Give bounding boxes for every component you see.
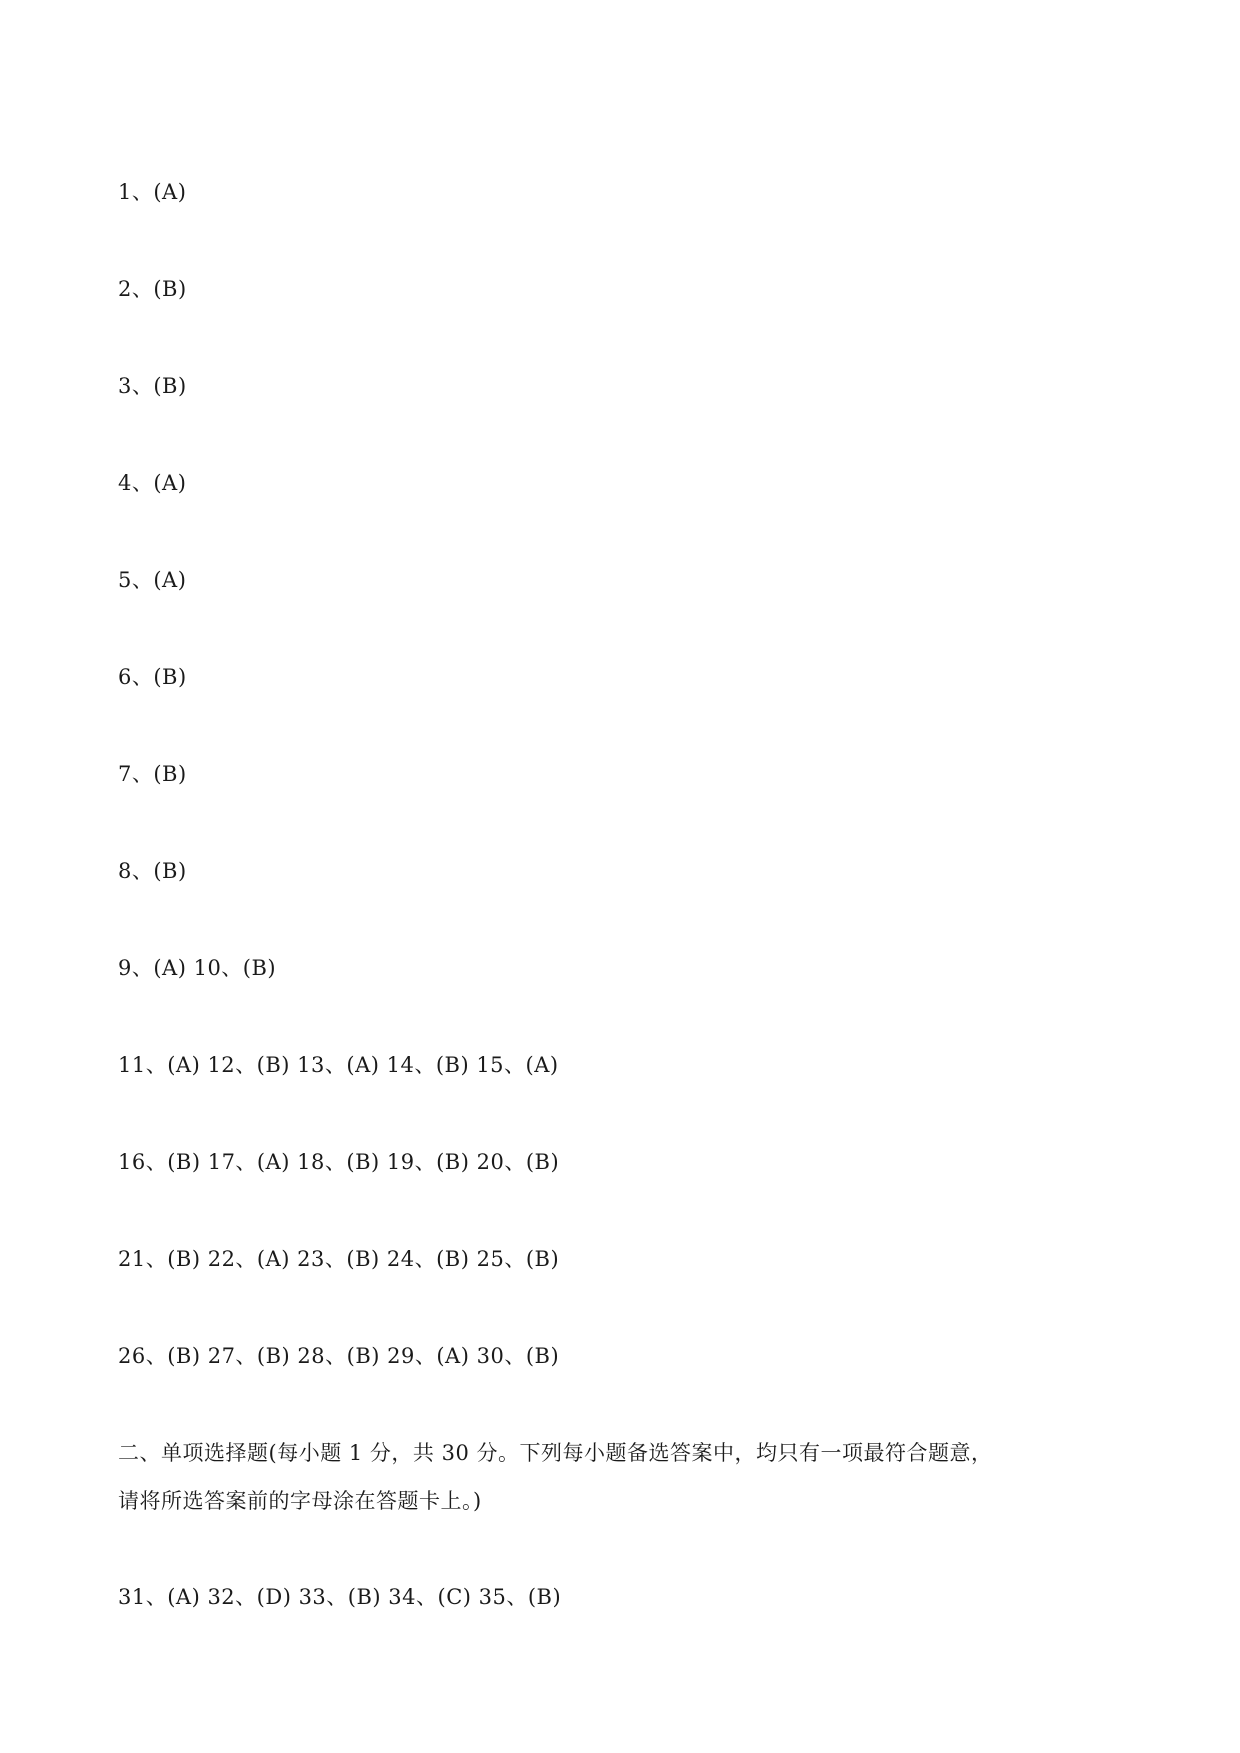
answer-line-10: 11、(A) 12、(B) 13、(A) 14、(B) 15、(A) (118, 1053, 559, 1077)
answer-line-9: 9、(A) 10、(B) (118, 956, 277, 980)
answer-line-6: 6、(B) (118, 665, 187, 689)
answer-line-5: 5、(A) (118, 568, 187, 592)
section-two-heading-line-2: 请将所选答案前的字母涂在答题卡上。) (118, 1489, 482, 1513)
answer-line-1: 1、(A) (118, 180, 187, 204)
answer-line-3: 3、(B) (118, 374, 187, 398)
answer-line-7: 7、(B) (118, 762, 187, 786)
answer-line-12: 21、(B) 22、(A) 23、(B) 24、(B) 25、(B) (118, 1247, 560, 1271)
answer-line-11: 16、(B) 17、(A) 18、(B) 19、(B) 20、(B) (118, 1150, 560, 1174)
answer-line-13: 26、(B) 27、(B) 28、(B) 29、(A) 30、(B) (118, 1344, 560, 1368)
answer-line-8: 8、(B) (118, 859, 187, 883)
section-two-heading-line-1: 二、单项选择题(每小题 1 分，共 30 分。下列每小题备选答案中，均只有一项最符合题意， (118, 1441, 993, 1465)
answer-line-2: 2、(B) (118, 277, 187, 301)
section-two-answer-line-1: 31、(A) 32、(D) 33、(B) 34、(C) 35、(B) (118, 1585, 562, 1609)
answer-line-4: 4、(A) (118, 471, 187, 495)
section-two-heading (118, 1429, 1128, 1525)
